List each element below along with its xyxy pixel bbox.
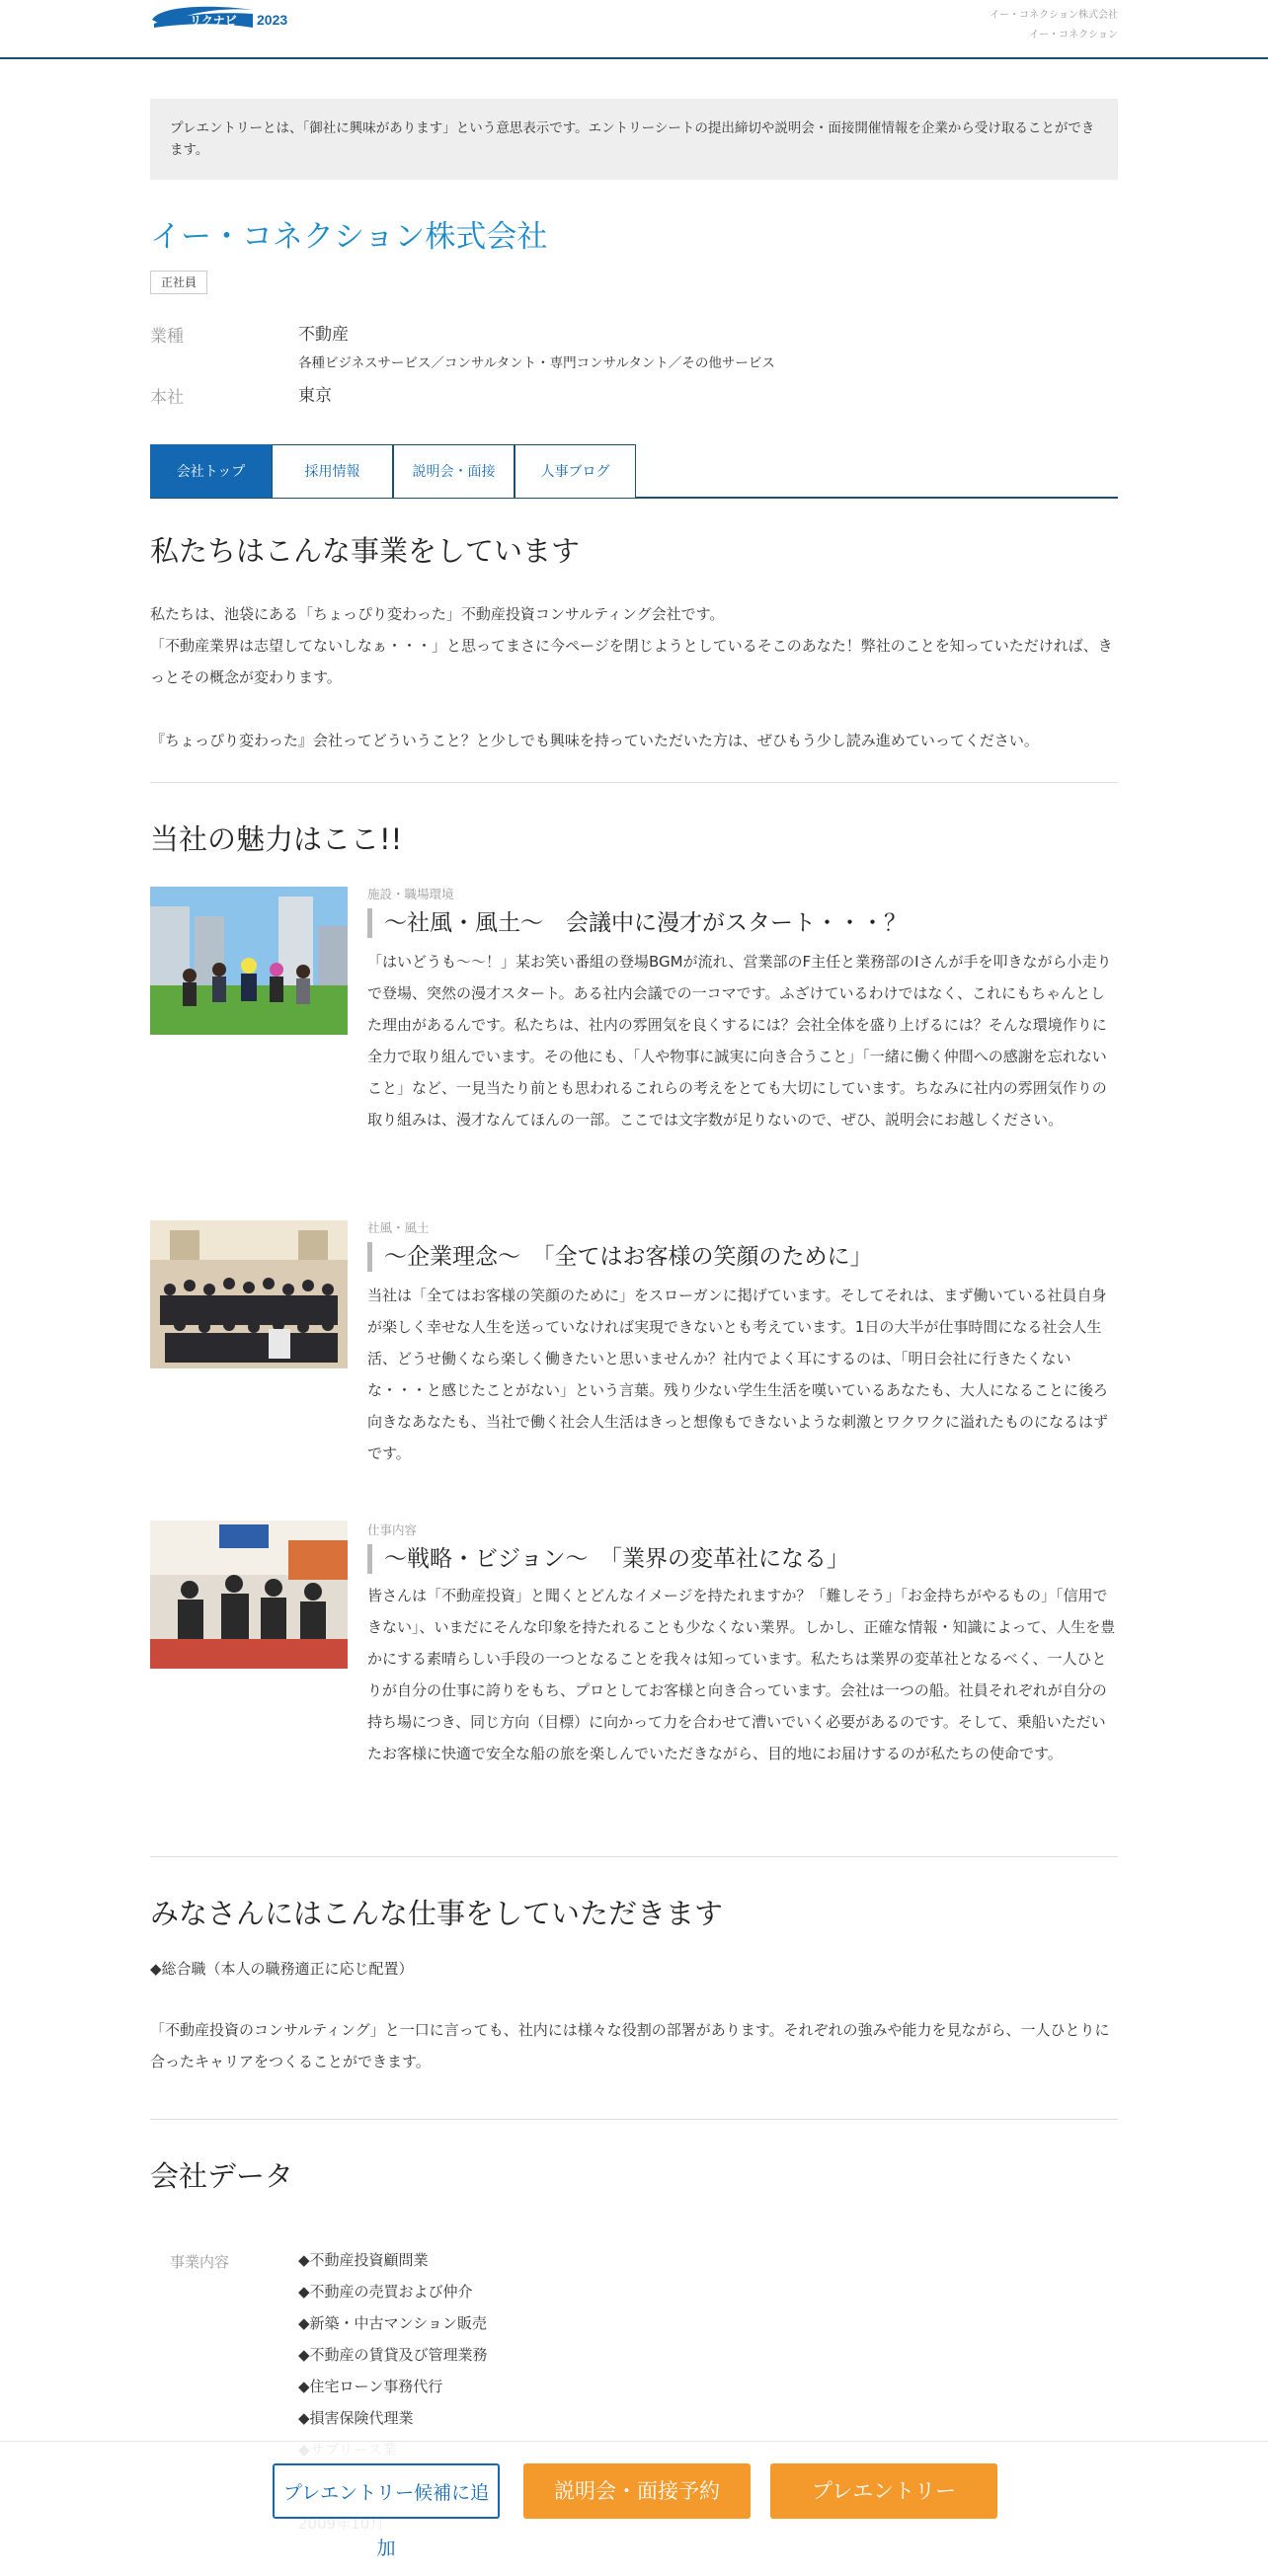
team-office-photo-icon <box>150 1521 348 1669</box>
feature-photo-3 <box>150 1521 348 1669</box>
business-item: ◆不動産の賃貸及び管理業務 <box>298 2346 488 2364</box>
work-paragraph-1: ◆総合職（本人の職務適正に応じ配置） <box>150 1960 414 1978</box>
business-paragraph-3: 『ちょっぴり変わった』会社ってどういうこと？と少しでも興味を持っていただいた方は、ぜひもう少し読み進めていってください。 <box>150 732 1039 749</box>
feature-category-1: 施設・職場環境 <box>367 887 454 901</box>
logo-year: 2023 <box>257 12 288 28</box>
feature-photo-2 <box>150 1220 348 1368</box>
header-company-names <box>990 6 1118 45</box>
feature-body-2: 当社は「全てはお客様の笑顔のために」をスローガンに掲げています。そしてそれは、まず働いている社員自身が楽しく幸せな人生を送っていなければ実現できないとも考えています。1日の大半が仕事時間になる社会人生活、どうせ働くなら楽しく働きたいと思いませんか？社内でよく耳にするのは、「明日会社に行きたくないな・・・と感じたことがない」という言葉。残り少ない学生生活を嘆いているあなたも、大人になることに後ろ向きなあなたも、当社で働く社会人生活はきっと想像もできないような刺激とワクワクに溢れたものになるはずです。 <box>367 1287 1109 1462</box>
feature-category-3: 仕事内容 <box>367 1522 418 1537</box>
tab-company-top[interactable]: 会社トップ <box>150 444 272 498</box>
tab-recruit-info[interactable]: 採用情報 <box>272 444 393 498</box>
section-divider <box>150 2119 1118 2120</box>
pre-entry-button[interactable]: プレエントリー <box>770 2463 997 2519</box>
business-item: ◆不動産の売買および仲介 <box>298 2283 473 2301</box>
hq-value: 東京 <box>298 386 332 406</box>
feature-title-2: ～企業理念～ 「全てはお客様の笑顔のために」 <box>367 1242 873 1272</box>
add-pre-entry-candidate-button[interactable]: プレエントリー候補に追加 <box>273 2463 500 2519</box>
business-paragraph-1: 私たちは、池袋にある「ちょっぴり変わった」不動産投資コンサルティング会社です。 <box>150 605 725 623</box>
bottom-action-bar <box>0 2441 1268 2559</box>
feature-body-3: 皆さんは「不動産投資」と聞くとどんなイメージを持たれますか？「難しそう」「お金持ちがやるもの」「信用できない」、いまだにそんな印象を持たれることも少なくない業界。しかし、正確な情報・知識によって、人生を豊かにする素晴らしい手段の一つとなることを我々は知っています。私たちは業界の変革社となるべく、一人ひとりが自分の仕事に誇りをもち、プロとしてお客様と向き合っています。会社は一つの船。社員それぞれが自分の持ち場につき、同じ方向（目標）に向かって力を合わせて漕いでいく必要があるのです。そして、乗船いただいたお客様に快適で安全な船の旅を楽しんでいただきながら、目的地にお届けするのが私たちの使命です。 <box>367 1587 1116 1762</box>
header-company-line2: イー・コネクション <box>1029 30 1118 40</box>
industry-label: 業種 <box>150 327 184 347</box>
feature-title-1: ～社風・風土～ 会議中に漫才がスタート・・・？ <box>367 908 907 938</box>
feature-body-1: 「はいどうも～～！」某お笑い番組の登場BGMが流れ、営業部のF主任と業務部のIさんが手を叩きながら小走りで登場、突然の漫才スタート。ある社内会議での一コマです。ふざけているわけではなく、これにもちゃんとした理由があるんです。私たちは、社内の雰囲気を良くするには？会社全体を盛り上げるには？そんな環境作りに全力で取り組んでいます。その他にも、「人や物事に誠実に向き合うこと」「一緒に働く仲間への感謝を忘れないこと」など、一見当たり前とも思われるこれらの考えをとても大切にしています。ちなみに社内の雰囲気作りの取り組みは、漫才なんてほんの一部。ここでは文字数が足りないので、ぜひ、説明会にお越しください。 <box>367 953 1112 1129</box>
company-tabs <box>150 444 1118 499</box>
rikunabi-logo[interactable] <box>150 4 298 32</box>
business-item: ◆住宅ローン事務代行 <box>298 2378 443 2395</box>
svg-text:リクナビ: リクナビ <box>190 14 237 28</box>
company-name: イー・コネクション株式会社 <box>150 219 548 255</box>
group-outdoor-photo-icon <box>150 887 348 1035</box>
industry-value: 不動産 <box>298 325 349 345</box>
work-paragraph-2: 「不動産投資のコンサルティング」と一口に言っても、社内には様々な役割の部署があります。それぞれの強みや能力を見ながら、一人ひとりに合ったキャリアをつくることができます。 <box>150 2021 1110 2070</box>
hq-label: 本社 <box>150 388 184 408</box>
feature-title-3: ～戦略・ビジョン～ 「業界の変革社になる」 <box>367 1544 849 1574</box>
industry-sub: 各種ビジネスサービス／コンサルタント・専門コンサルタント／その他サービス <box>298 355 775 371</box>
header-company-line1: イー・コネクション株式会社 <box>990 10 1118 21</box>
feature-category-2: 社風・風土 <box>367 1220 430 1235</box>
business-content-label: 事業内容 <box>170 2253 230 2271</box>
feature-photo-1 <box>150 887 348 1035</box>
work-section-title: みなさんにはこんな仕事をしていただきます <box>150 1897 724 1930</box>
site-header <box>0 0 1268 59</box>
tab-hr-blog[interactable]: 人事ブログ <box>515 444 636 498</box>
business-paragraph-2: 「不動産業界は志望してないしなぁ・・・」と思ってまさに今ページを閉じようとしているそこのあなた！弊社のことを知っていただければ、きっとその概念が変わります。 <box>150 637 1113 686</box>
company-data-title: 会社データ <box>150 2159 294 2193</box>
business-section-title: 私たちはこんな事業をしています <box>150 534 581 568</box>
logo-swoosh-icon <box>150 4 259 32</box>
business-item: ◆新築・中古マンション販売 <box>298 2314 487 2332</box>
section-divider <box>150 1856 1118 1857</box>
business-item: ◆損害保険代理業 <box>298 2409 414 2427</box>
appeal-section-title: 当社の魅力はここ!! <box>150 822 403 856</box>
section-divider <box>150 782 1118 783</box>
tab-seminar[interactable]: 説明会・面接 <box>393 444 515 498</box>
seminar-reservation-button[interactable]: 説明会・面接予約 <box>523 2463 751 2519</box>
group-indoor-photo-icon <box>150 1220 348 1368</box>
employment-type-tag: 正社員 <box>150 271 207 294</box>
business-item: ◆不動産投資顧問業 <box>298 2251 429 2269</box>
pre-entry-notice: プレエントリーとは、「御社に興味があります」という意思表示です。エントリーシートの提出締切や説明会・面接開催情報を企業から受け取ることができます。 <box>150 99 1118 180</box>
